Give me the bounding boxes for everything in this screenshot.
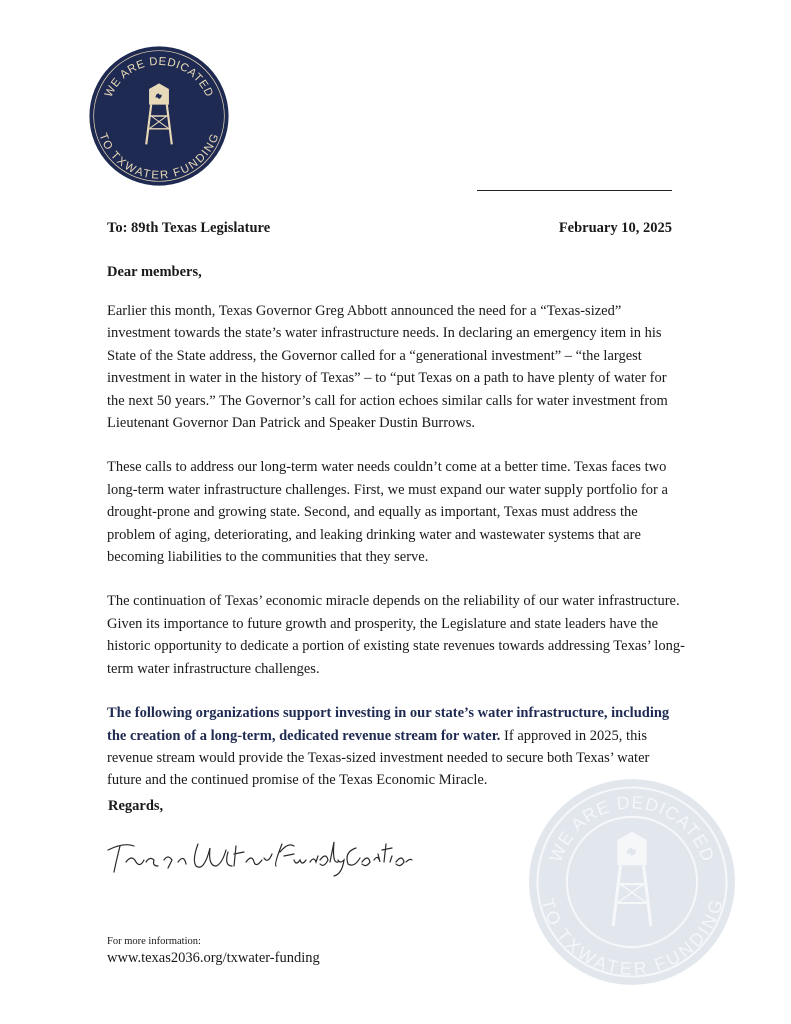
info-label: For more information:	[107, 936, 201, 947]
info-url: www.texas2036.org/txwater-funding	[107, 950, 320, 966]
recipient: To: 89th Texas Legislature	[107, 220, 271, 236]
paragraph-3: The continuation of Texas’ economic miracle depends on the reliability of our water infrastructure. Given its importance to future growth and prosperity, the Legislature and state leaders have the historic opportunity to dedicate a portion of existing state revenues towards addressing Texas’ long-term water infrastructure challenges.	[107, 593, 685, 677]
support-rest: If approved in 2025, this revenue stream would provide the Texas-sized investment needed to secure both Texas’ water future and the continued promise of the Texas Economic Miracle.	[107, 727, 650, 789]
letter-header	[107, 220, 672, 237]
salutation: Dear members,	[107, 264, 202, 280]
closing: Regards,	[108, 798, 164, 814]
watermark-logo	[527, 777, 737, 987]
signature	[104, 832, 414, 880]
watermark-top-text: WE ARE DEDICATED	[545, 792, 719, 865]
logo-top-text: WE ARE DEDICATED	[102, 55, 216, 100]
support-statement: The following organizations support investing in our state’s water infrastructure, including the creation of a long-term, dedicated revenue stream for water.	[107, 705, 670, 744]
signature-rule	[477, 190, 672, 191]
letter-body	[107, 300, 687, 814]
paragraph-1: Earlier this month, Texas Governor Greg Abbott announced the need for a “Texas-sized” investment towards the state’s water infrastructure needs. In declaring an emergency item in his State of the State address, the Governor called for a “generational investment” – “the largest investment in water in the history of Texas” – to “put Texas on a path to have plenty of water for the next 50 years.” The Governor’s call for action echoes similar calls for water investment from Lieutenant Governor Dan Patrick and Speaker Dustin Burrows.	[107, 303, 668, 432]
logo-bottom-text: TO TXWATER FUNDING	[96, 131, 222, 182]
letter-date: February 10, 2025	[558, 220, 672, 236]
coalition-logo	[88, 45, 230, 187]
watermark-bottom-text: TO TXWATER FUNDING	[537, 896, 727, 979]
paragraph-2: These calls to address our long-term water needs couldn’t come at a better time. Texas faces two long-term water infrastructure challenges. First, we must expand our water supply portfolio for a drought-prone and growing state. Second, and equally as important, Texas must address the problem of aging, deteriorating, and leaking drinking water and wastewater systems that are becoming liabilities to the communities that they serve.	[107, 459, 668, 566]
